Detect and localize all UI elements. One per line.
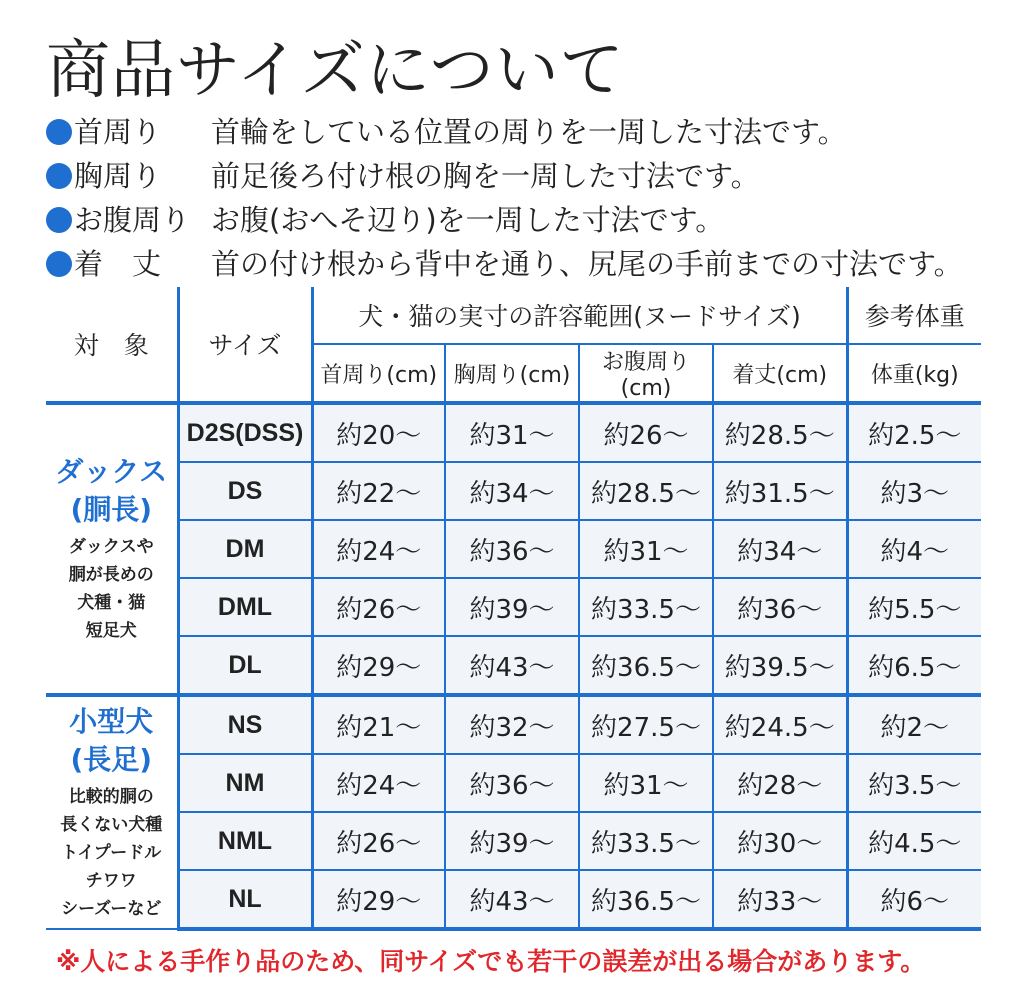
size-cell: NL [178, 870, 312, 929]
size-cell: NML [178, 812, 312, 870]
chest-cell: 約34〜 [445, 462, 579, 520]
category-desc-line: 犬種・猫 [77, 593, 146, 613]
category-desc [46, 783, 177, 923]
size-cell: NM [178, 754, 312, 812]
definition-term: 胸周り [74, 159, 162, 193]
neck-cell: 約26〜 [312, 812, 445, 870]
category-desc-line: チワワ [85, 870, 137, 891]
weight-cell: 約2.5〜 [847, 403, 981, 462]
table-body [46, 403, 981, 929]
belly-cell: 約31〜 [579, 520, 713, 578]
category-desc-line: 短足犬 [85, 621, 137, 641]
belly-cell: 約36.5〜 [579, 870, 713, 929]
belly-cell: 約33.5〜 [579, 578, 713, 636]
chest-cell: 約43〜 [445, 870, 579, 929]
chest-cell: 約31〜 [445, 403, 579, 462]
belly-cell: 約27.5〜 [579, 695, 713, 754]
category-cell [46, 403, 178, 695]
chest-cell: 約39〜 [445, 578, 579, 636]
chest-cell: 約36〜 [445, 754, 579, 812]
header-range: 犬・猫の実寸の許容範囲(ヌードサイズ) [358, 302, 801, 331]
neck-cell: 約21〜 [312, 695, 445, 754]
disclaimer-note: ※人による手作り品のため、同サイズでも若干の誤差が出る場合があります。 [56, 947, 926, 976]
belly-cell: 約26〜 [579, 403, 713, 462]
category-desc-line: シーズーなど [61, 898, 162, 919]
category-desc [46, 533, 177, 645]
header-weight-group: 参考体重 [847, 287, 981, 344]
page-title: 商品サイズについて [46, 34, 625, 108]
header-weight: 体重(kg) [847, 344, 981, 403]
table-header-row [46, 287, 981, 344]
weight-cell: 約4.5〜 [847, 812, 981, 870]
neck-cell: 約20〜 [312, 403, 445, 462]
category-name [46, 453, 177, 529]
definition-desc: 首輪をしている位置の周りを一周した寸法です。 [211, 115, 847, 149]
definition-desc: 前足後ろ付け根の胸を一周した寸法です。 [211, 159, 760, 193]
definition-desc: お腹(おへそ辺り)を一周した寸法です。 [211, 203, 725, 237]
size-cell: DL [178, 636, 312, 695]
table-row [46, 578, 981, 636]
neck-cell: 約29〜 [312, 636, 445, 695]
length-cell: 約33〜 [713, 870, 847, 929]
bullet-icon [46, 251, 72, 277]
header-belly: お腹周り(cm) [579, 344, 713, 403]
length-cell: 約24.5〜 [713, 695, 847, 754]
category-name-line: (胴長) [70, 493, 153, 526]
category-name [46, 703, 177, 779]
length-cell: 約36〜 [713, 578, 847, 636]
chest-cell: 約36〜 [445, 520, 579, 578]
length-cell: 約39.5〜 [713, 636, 847, 695]
length-cell: 約31.5〜 [713, 462, 847, 520]
category-name-line: 小型犬 [69, 704, 154, 738]
category-desc-line: ダックスや [68, 537, 154, 557]
neck-cell: 約29〜 [312, 870, 445, 929]
belly-cell: 約31〜 [579, 754, 713, 812]
size-cell: DS [178, 462, 312, 520]
neck-cell: 約22〜 [312, 462, 445, 520]
category-desc-line: 長くない犬種 [60, 814, 163, 835]
category-desc-line: 比較的胴の [68, 786, 154, 807]
table-row [46, 754, 981, 812]
header-neck: 首周り(cm) [312, 344, 445, 403]
size-cell: DML [178, 578, 312, 636]
table-row [46, 812, 981, 870]
header-chest: 胸周り(cm) [445, 344, 579, 403]
weight-cell: 約3.5〜 [847, 754, 981, 812]
neck-cell: 約26〜 [312, 578, 445, 636]
category-name-line: (長足) [70, 742, 153, 776]
category-desc-line: トイプードル [61, 842, 162, 863]
weight-cell: 約2〜 [847, 695, 981, 754]
chest-cell: 約32〜 [445, 695, 579, 754]
length-cell: 約28.5〜 [713, 403, 847, 462]
definition-term: 着 丈 [74, 247, 162, 281]
neck-cell: 約24〜 [312, 754, 445, 812]
bullet-icon [46, 119, 72, 145]
definition-desc: 首の付け根から背中を通り、尻尾の手前までの寸法です。 [211, 247, 963, 281]
table-row [46, 636, 981, 695]
chest-cell: 約39〜 [445, 812, 579, 870]
belly-cell: 約28.5〜 [579, 462, 713, 520]
table-row [46, 695, 981, 754]
table-row [46, 462, 981, 520]
length-cell: 約30〜 [713, 812, 847, 870]
weight-cell: 約4〜 [847, 520, 981, 578]
size-cell: NS [178, 695, 312, 754]
definition-term: 首周り [74, 115, 162, 149]
table-row [46, 870, 981, 929]
neck-cell: 約24〜 [312, 520, 445, 578]
table-row [46, 403, 981, 462]
size-cell: D2S(DSS) [178, 403, 312, 462]
header-length: 着丈(cm) [713, 344, 847, 403]
weight-cell: 約5.5〜 [847, 578, 981, 636]
bullet-icon [46, 207, 72, 233]
category-desc-line: 胴が長めの [68, 565, 154, 585]
weight-cell: 約6.5〜 [847, 636, 981, 695]
weight-cell: 約6〜 [847, 870, 981, 929]
belly-cell: 約36.5〜 [579, 636, 713, 695]
size-cell: DM [178, 520, 312, 578]
belly-cell: 約33.5〜 [579, 812, 713, 870]
chest-cell: 約43〜 [445, 636, 579, 695]
bullet-icon [46, 163, 72, 189]
length-cell: 約28〜 [713, 754, 847, 812]
header-size: サイズ [178, 287, 312, 403]
size-table [46, 287, 981, 931]
table-row [46, 520, 981, 578]
header-target: 対 象 [46, 287, 178, 403]
length-cell: 約34〜 [713, 520, 847, 578]
definition-term: お腹周り [74, 203, 191, 237]
category-cell [46, 695, 178, 929]
category-name-line: ダックス [55, 455, 168, 488]
weight-cell: 約3〜 [847, 462, 981, 520]
